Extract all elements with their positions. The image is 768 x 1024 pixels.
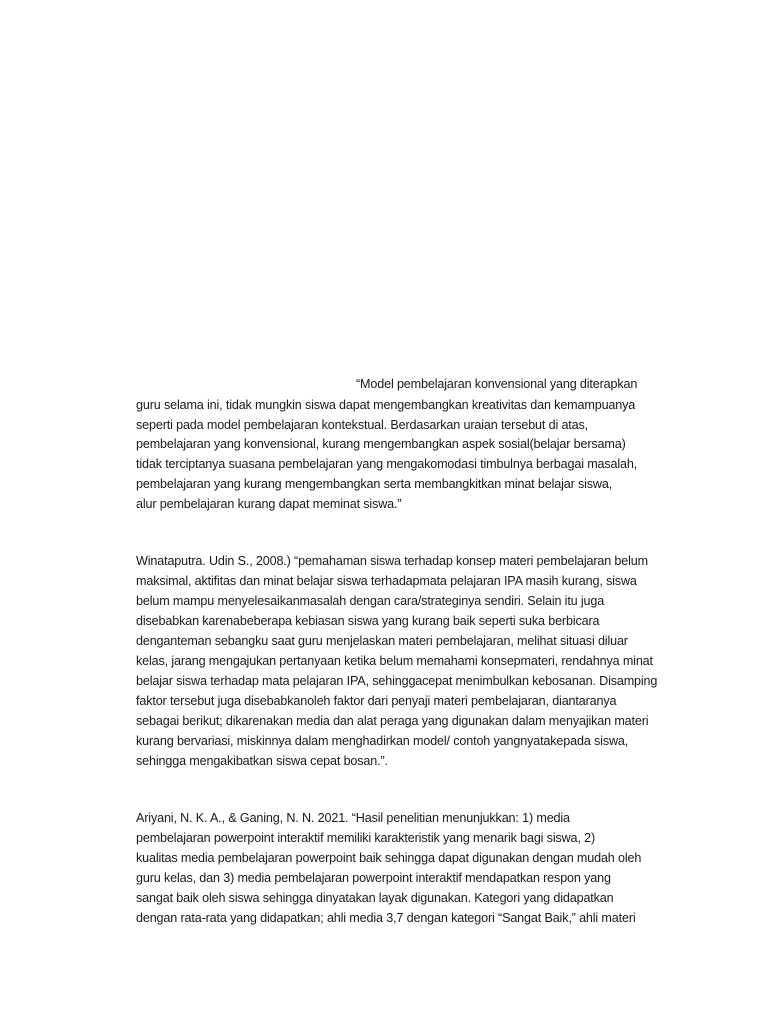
text-line: alur pembelajaran kurang dapat meminat siswa.” [136,497,402,511]
text-line: belajar siswa terhadap mata pelajaran IPA, sehinggacepat menimbulkan kebosanan. Disamping [136,674,658,688]
text-line: belum mampu menyelesaikanmasalah dengan cara/strateginya sendiri. Selain itu juga [136,594,605,608]
text-line: disebabkan karenabeberapa kebiasan siswa yang kurang baik seperti suka berbicara [136,614,600,628]
text-line: sebagai berikut; dikarenakan media dan alat peraga yang digunakan dalam menyajikan materi [136,714,649,728]
text-line: Ariyani, N. K. A., & Ganing, N. N. 2021. “Hasil penelitian menunjukkan: 1) media [136,811,570,825]
text-line: seperti pada model pembelajaran kontekstual. Berdasarkan uraian tersebut di atas, [136,418,588,432]
text-line: pembelajaran powerpoint interaktif memiliki karakteristik yang menarik bagi siswa, 2) [136,831,596,845]
text-line: kualitas media pembelajaran powerpoint baik sehingga dapat digunakan dengan mudah oleh [136,851,642,865]
text-line: sehingga mengakibatkan siswa cepat bosan.”. [136,754,388,768]
text-line: guru selama ini, tidak mungkin siswa dapat mengembangkan kreativitas dan kemampuanya [136,398,636,412]
text-line: guru kelas, dan 3) media pembelajaran powerpoint interaktif mendapatkan respon yang [136,871,611,885]
text-line: “Model pembelajaran konvensional yang diterapkan [356,377,638,391]
text-line: pembelajaran yang konvensional, kurang mengembangkan aspek sosial(belajar bersama) [136,437,626,451]
text-line: tidak terciptanya suasana pembelajaran yang mengakomodasi timbulnya berbagai masalah, [136,457,638,471]
text-line: pembelajaran yang kurang mengembangkan serta membangkitkan minat belajar siswa, [136,477,613,491]
text-line: maksimal, aktifitas dan minat belajar siswa terhadapmata pelajaran IPA masih kurang, siswa [136,574,637,588]
text-line: sangat baik oleh siswa sehingga dinyatakan layak digunakan. Kategori yang didapatkan [136,891,614,905]
text-line: kurang bervariasi, miskinnya dalam menghadirkan model/ contoh yangnyatakepada siswa, [136,734,629,748]
text-line: faktor tersebut juga disebabkanoleh faktor dari penyaji materi pembelajaran, diantaranya [136,694,617,708]
text-line: denganteman sebangku saat guru menjelaskan materi pembelajaran, melihat situasi diluar [136,634,628,648]
text-line: Winataputra. Udin S., 2008.) “pemahaman siswa terhadap konsep materi pembelajaran belum [136,554,648,568]
text-line: kelas, jarang mengajukan pertanyaan ketika belum memahami konsepmateri, rendahnya minat [136,654,653,668]
text-line: dengan rata-rata yang didapatkan; ahli media 3,7 dengan kategori “Sangat Baik,” ahli materi [136,911,636,925]
